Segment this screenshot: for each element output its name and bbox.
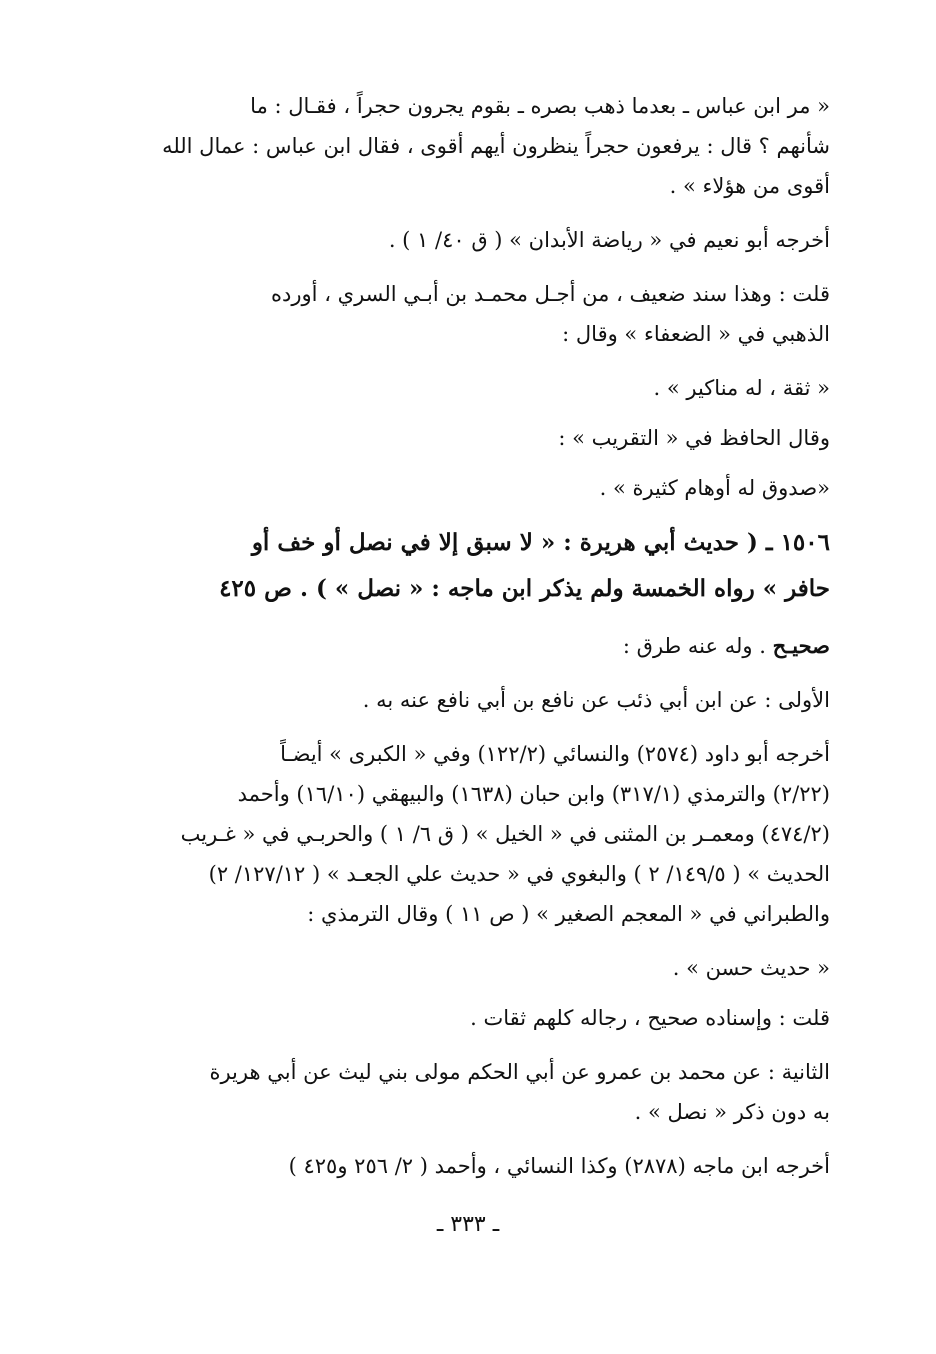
taqrib-quote xyxy=(150,468,830,508)
text-line: شأنهم ؟ قال : يرفعون حجراً ينظرون أيهم أقوى ، فقال ابن عباس : عمال الله xyxy=(162,134,830,158)
hafiz-intro xyxy=(150,418,830,458)
text-line: « مر ابن عباس ـ بعدما ذهب بصره ـ بقوم يجرون حجراً ، فقـال : ما xyxy=(250,94,830,118)
text-line: والطبراني في « المعجم الصغير » ( ص ١١ ) وقال الترمذي : xyxy=(307,902,830,926)
text-line: ١٥٠٦ ـ ( حديث أبي هريرة : « لا سبق إلا في نصل أو خف أو xyxy=(251,529,830,556)
text-line: به دون ذكر « نصل » . xyxy=(634,1100,830,1124)
page-number: ـ ٣٣٣ ـ xyxy=(436,1212,500,1237)
text-line: قلت : وهذا سند ضعيف ، من أجـل محمـد بن أبـي السري ، أورده xyxy=(271,282,830,306)
text-line: الثانية : عن محمد بن عمرو عن أبي الحكم مولى بني ليث عن أبي هريرة xyxy=(209,1060,830,1084)
text-line: أخرجه أبو داود (٢٥٧٤) والنسائي (١٢٢/٢) وفي « الكبرى » أيضـاً xyxy=(280,742,830,766)
hadith-heading xyxy=(150,520,830,612)
text-line: «صدوق له أوهام كثيرة » . xyxy=(599,476,830,500)
second-route xyxy=(150,1052,830,1132)
author-verdict xyxy=(150,998,830,1038)
takhrij-abu-nuaym xyxy=(150,220,830,260)
page-body xyxy=(150,86,830,1186)
text-line: « حديث حسن » . xyxy=(672,956,830,980)
takhrij-first-route xyxy=(150,734,830,934)
text-line: أخرجه ابن ماجه (٢٨٧٨) وكذا النسائي ، وأحمد ( ٢/ ٢٥٦ و٤٢٥ ) xyxy=(288,1154,830,1178)
text-line: الذهبي في « الضعفاء » وقال : xyxy=(562,322,830,346)
dhahabi-quote xyxy=(150,368,830,408)
grading-line xyxy=(150,626,830,666)
isnad-comment xyxy=(150,274,830,354)
athar-ibn-abbas xyxy=(150,86,830,206)
grading-rest: . وله عنه طرق : xyxy=(622,634,773,658)
text-line: وقال الحافظ في « التقريب » : xyxy=(558,426,830,450)
text-line: قلت : وإسناده صحيح ، رجاله كلهم ثقات . xyxy=(470,1006,830,1030)
tirmidhi-grade xyxy=(150,948,830,988)
text-line: « ثقة ، له مناكير » . xyxy=(653,376,830,400)
text-line: الأولى : عن ابن أبي ذئب عن نافع بن أبي نافع عنه به . xyxy=(362,688,830,712)
text-line: أخرجه أبو نعيم في « رياضة الأبدان » ( ق ٤٠/ ١ ) . xyxy=(388,228,830,252)
text-line xyxy=(150,626,830,666)
text-line: (٢/٢٢) والترمذي (٣١٧/١) وابن حبان (١٦٣٨) والبيهقي (١٦/١٠) وأحمد xyxy=(237,782,830,806)
first-route xyxy=(150,680,830,720)
takhrij-second-route xyxy=(150,1146,830,1186)
text-line: حافر » رواه الخمسة ولم يذكر ابن ماجه : « نصل » ) . ص ٤٢٥ xyxy=(219,575,830,602)
text-line: الحديث » ( ١٤٩/٥/ ٢ ) والبغوي في « حديث علي الجعـد » ( ١٢٧/١٢/ ٢) xyxy=(208,862,830,886)
grade-label: صحيـح xyxy=(772,633,830,658)
text-line: (٤٧٤/٢) ومعمـر بن المثنى في « الخيل » ( ق ٦/ ١ ) والحربـي في « غـريب xyxy=(180,822,830,846)
text-line: أقوى من هؤلاء » . xyxy=(669,174,830,198)
